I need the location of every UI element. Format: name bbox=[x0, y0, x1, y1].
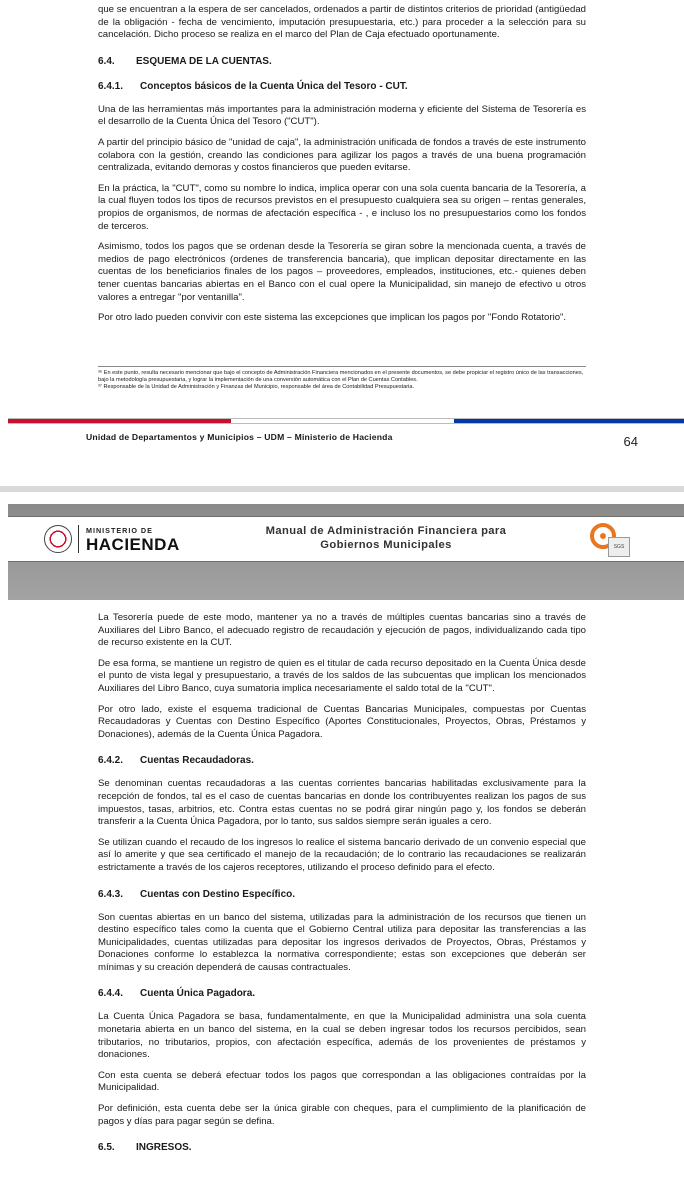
section-number: 6.4. bbox=[98, 55, 115, 67]
paragraph: Son cuentas abiertas en un banco del sistema, utilizadas para la administración de los recursos que tienen un destino específico tales como la cuenta que el Gobierno Central utiliza para depositar las transferencias a las Municipalidades, cuentas utilizadas para depositar los ingresos derivados de Proyectos, Obras, Préstamos y Donaciones conforme lo establezca la normativa correspondiente; estas son excepciones que deberán ser mínimas y su creación dependerá de causas contractuales. bbox=[98, 911, 586, 973]
logo-small-text: MINISTERIO DE bbox=[86, 526, 153, 535]
section-title: ESQUEMA DE LA CUENTAS. bbox=[136, 55, 272, 67]
footnote: ³⁷ Responsable de la Unidad de Administración y Finanzas del Municipio, responsable del área de Contabilidad Presupuestaria. bbox=[98, 384, 415, 391]
footnote: ³⁶ En este punto, resulta necesario mencionar que bajo el concepto de Administración Financiera mencionados en el presente documentos, se debe propiciar el registro único de las transacciones, bajo la metodología presupuestaria, y lograr la implementación de una conversión automática con el Plan de Cuentas Contables. bbox=[98, 370, 584, 384]
subsection-number: 6.4.2. bbox=[98, 755, 124, 767]
subsection-title: Cuentas con Destino Específico. bbox=[140, 888, 296, 900]
subsection-number: 6.4.3. bbox=[98, 888, 124, 900]
section-heading-6-4 bbox=[98, 56, 586, 67]
subsection-number: 6.4.1. bbox=[98, 80, 124, 92]
paragraph: La Cuenta Única Pagadora se basa, fundamentalmente, en que la Municipalidad administra una sola cuenta monetaria abierta en un banco del sistema, en la cual se deben ingresar todos los recursos percibidos, sean tributarios, no tributarios, propios, con afectación específica, además de los provenientes de préstamos y donaciones. bbox=[98, 1011, 586, 1061]
header-inner bbox=[8, 516, 684, 562]
sgs-badge: SGS bbox=[608, 537, 630, 557]
logo-divider bbox=[78, 525, 79, 553]
ministerio-hacienda-logo bbox=[44, 523, 220, 555]
paragraph: Asimismo, todos los pagos que se ordenan desde la Tesorería se giran sobre la mencionada cuenta, a través de medios de pago electrónicos (ordenes de transferencia bancaria), que implican depositar directamente en las cuentas de los beneficiarios finales de los pagos – proveedores, empleados, instituciones, etc.- quienes deben tener cuentas bancarias abiertas en el Banco con el cual opere la Municipalidad, sin manejo de efectivo u otros valores a entregar "por ventanilla". bbox=[98, 241, 586, 303]
paragraph: Se denominan cuentas recaudadoras a las cuentas corrientes bancarias habilitadas exclusivamente para la recepción de fondos, tal es el caso de cuentas bancarias en donde los contribuyentes realizan los pagos de sus impuestos, tasas, arbitrios, etc. Contra estas cuentas no se podrá girar ningún pago y, los fondos se deberán transferir a la Cuenta Única Pagadora, por lo tanto, sus saldos siempre serán iguales a cero. bbox=[98, 778, 586, 828]
paragraph: Por definición, esta cuenta debe ser la única girable con cheques, para el cumplimiento de la planificación de pagos y días para pagar según se defina. bbox=[98, 1103, 586, 1127]
page-footer: Unidad de Departamentos y Municipios – UDM – Ministerio de Hacienda bbox=[86, 432, 393, 442]
paragraph: Por otro lado, existe el esquema tradicional de Cuentas Bancarias Municipales, compuestas por Cuentas Recaudadoras y Cuentas con Destino Específico (Aportes Constitucionales, Proyectos, Obras, Préstamos y Donaciones), además de la Cuenta Única Pagadora. bbox=[98, 703, 586, 740]
paragraph: Se utilizan cuando el recaudo de los ingresos lo realice el sistema bancario derivado de un convenio especial que así lo amerite y que sea certificado el manejo de la recaudación; de lo contrario las recaudaciones se realizarán estrictamente a través de los cajeros receptores, utilizando el proceso definido para el efecto. bbox=[98, 836, 586, 873]
subsection-heading-6-4-4 bbox=[98, 988, 586, 999]
page-header bbox=[8, 504, 684, 600]
manual-title-line1: Manual de Administración Financiera para bbox=[265, 525, 507, 537]
subsection-heading-6-4-1 bbox=[98, 81, 586, 92]
subsection-title: Conceptos básicos de la Cuenta Única del Tesoro - CUT. bbox=[140, 80, 408, 92]
subsection-heading-6-4-3 bbox=[98, 889, 586, 900]
section-heading-6-5 bbox=[98, 1142, 586, 1153]
footnotes bbox=[98, 366, 586, 392]
section-title: INGRESOS. bbox=[136, 1142, 192, 1154]
page-number: 64 bbox=[623, 434, 638, 449]
subsection-number: 6.4.4. bbox=[98, 988, 124, 1000]
manual-title-line2: Gobiernos Municipales bbox=[320, 539, 452, 551]
page-65-body bbox=[98, 612, 586, 1165]
certification-dot-icon bbox=[600, 533, 606, 539]
subsection-title: Cuenta Única Pagadora. bbox=[140, 988, 256, 1000]
document-page-64 bbox=[0, 0, 684, 486]
paragraph: De esa forma, se mantiene un registro de quien es el titular de cada recurso depositado en la Cuenta Única desde el punto de vista legal y presupuestario, a través de los saldos de las subcuentas que implican los mencionados Auxiliares del Libro Banco, cuya sumatoria implica necesariamente el saldo total de la "CUT". bbox=[98, 657, 586, 694]
paragraph: A partir del principio básico de "unidad de caja", la administración unificada de fondos a través de este instrumento colabora con la gestión, creando las condiciones para agilizar los pagos a través de una buena programación centralizada, evitando demoras y costos financieros que pueden evitarse. bbox=[98, 136, 586, 174]
section-number: 6.5. bbox=[98, 1142, 115, 1154]
manual-title bbox=[228, 524, 544, 552]
national-seal-icon bbox=[44, 525, 72, 553]
subsection-heading-6-4-2 bbox=[98, 755, 586, 766]
paragraph: En la práctica, la "CUT", como su nombre lo indica, implica operar con una sola cuenta bancaria de la Tesorería, a la cual fluyen todos los tipos de recursos previstos en el presupuesto cualquiera sea su origen – rentas generales, propios de organismos, de normas de afectación específica - , e incluso los no presupuestarios como los fondos de terceros. bbox=[98, 182, 586, 232]
paragraph: La Tesorería puede de este modo, mantener ya no a través de múltiples cuentas bancarias sino a través de Auxiliares del Libro Banco, el adecuado registro de recaudación y ejecución de pagos, individualizando cada tipo de recurso existente en la CUT. bbox=[98, 612, 586, 649]
paragraph: Por otro lado pueden convivir con este sistema las excepciones que implican los pagos por "Fondo Rotatorio". bbox=[98, 312, 567, 324]
certification-logo bbox=[586, 521, 630, 557]
paragraph: Una de las herramientas más importantes para la administración moderna y eficiente del Sistema de Tesorería es el desarrollo de la Cuenta Única del Tesoro ("CUT"). bbox=[98, 103, 586, 128]
page-64-body bbox=[98, 4, 586, 333]
logo-big-text: HACIENDA bbox=[86, 535, 180, 554]
intro-paragraph: que se encuentran a la espera de ser cancelados, ordenados a partir de distintos criterios de prioridad (antigüedad de la obligación - fecha de vencimiento, imputación presupuestaria, etc.) para proceder a la selección para su cancelación. Dicho proceso se realiza en el marco del Plan de Caja efectuado oportunamente. bbox=[98, 4, 586, 41]
subsection-title: Cuentas Recaudadoras. bbox=[140, 755, 254, 767]
flag-stripe-divider bbox=[8, 418, 684, 424]
paragraph: Con esta cuenta se deberá efectuar todos los pagos que correspondan a las obligaciones contraídas por la Municipalidad. bbox=[98, 1069, 586, 1094]
document-page-65 bbox=[0, 492, 684, 1200]
